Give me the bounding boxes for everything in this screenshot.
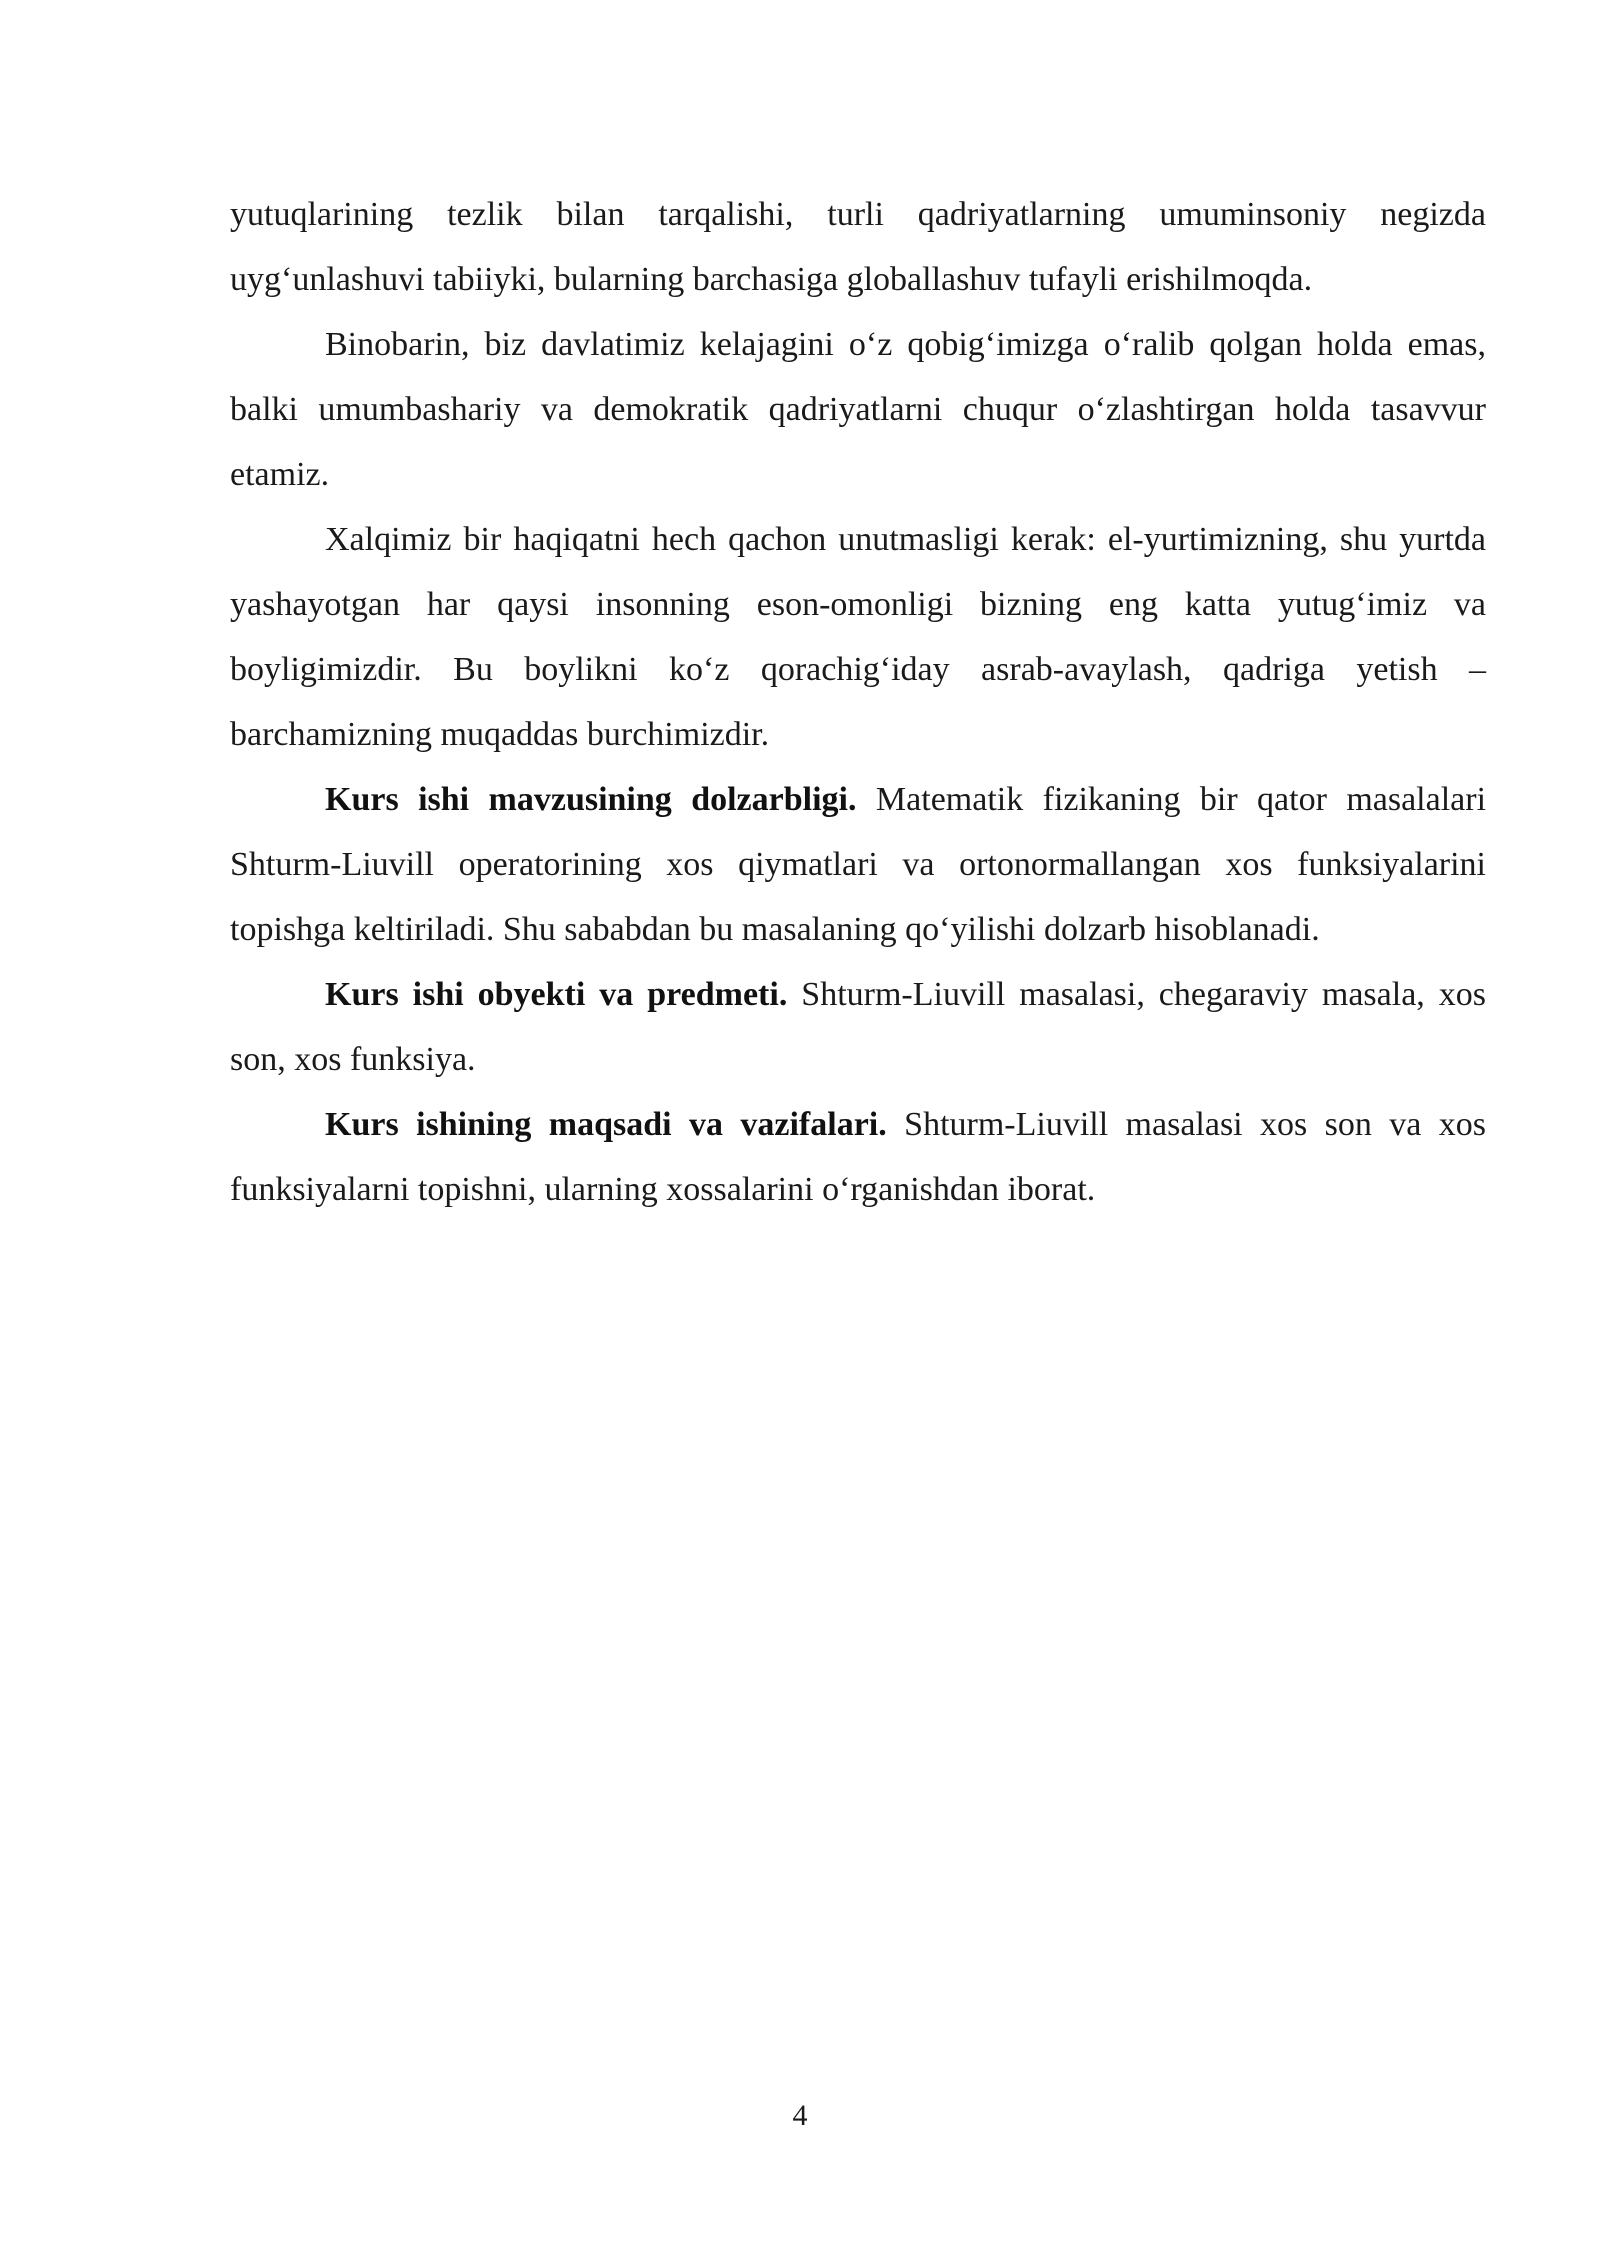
paragraph-text: Binobarin, biz davlatimiz kelajagini o‘z qobig‘imizga o‘ralib qolgan holda emas, balki umumbashariy va demokratik qadriyatlarni chuqur o‘zlashtirgan holda tasavvur etamiz. (230, 326, 1486, 493)
body-text (230, 182, 1486, 1222)
paragraph-continuation (230, 182, 1486, 312)
paragraph-text: yutuqlarining tezlik bilan tarqalishi, turli qadriyatlarning umuminsoniy negizda uyg‘unlashuvi tabiiyki, bularning barchasiga globallashuv tufayli erishilmoqda. (230, 196, 1486, 298)
paragraph-relevance (230, 767, 1486, 962)
paragraph-text: Shturm-Liuvill masalasi, chegaraviy masala, xos son, xos funksiya. (230, 976, 1486, 1078)
section-heading-relevance: Kurs ishi mavzusining dolzarbligi. (325, 781, 857, 818)
paragraph-future-vision (230, 312, 1486, 507)
section-heading-goals-tasks: Kurs ishining maqsadi va vazifalari. (325, 1106, 887, 1143)
paragraph-text: Xalqimiz bir haqiqatni hech qachon unutmasligi kerak: el-yurtimizning, shu yurtda yashayotgan har qaysi insonning eson-omonligi bizning eng katta yutug‘imiz va boyligimizdir. Bu boylikni ko‘z qorachig‘iday asrab-avaylash, qadriga yetish – barchamizning muqaddas burchimizdir. (230, 521, 1486, 753)
paragraph-people-wellbeing (230, 507, 1486, 767)
section-heading-object-subject: Kurs ishi obyekti va predmeti. (325, 976, 788, 1013)
paragraph-goals-tasks (230, 1092, 1486, 1222)
paragraph-text: Matematik fizikaning bir qator masalalari Shturm-Liuvill operatorining xos qiymatlari va ortonormallangan xos funksiyalarini topishga keltiriladi. Shu sababdan bu masalaning qo‘yilishi dolzarb hisoblanadi. (230, 781, 1487, 948)
page-number: 4 (792, 2099, 808, 2132)
paragraph-object-subject (230, 962, 1486, 1092)
paragraph-text: Shturm-Liuvill masalasi xos son va xos funksiyalarni topishni, ularning xossalarini o‘rganishdan iborat. (230, 1106, 1487, 1208)
